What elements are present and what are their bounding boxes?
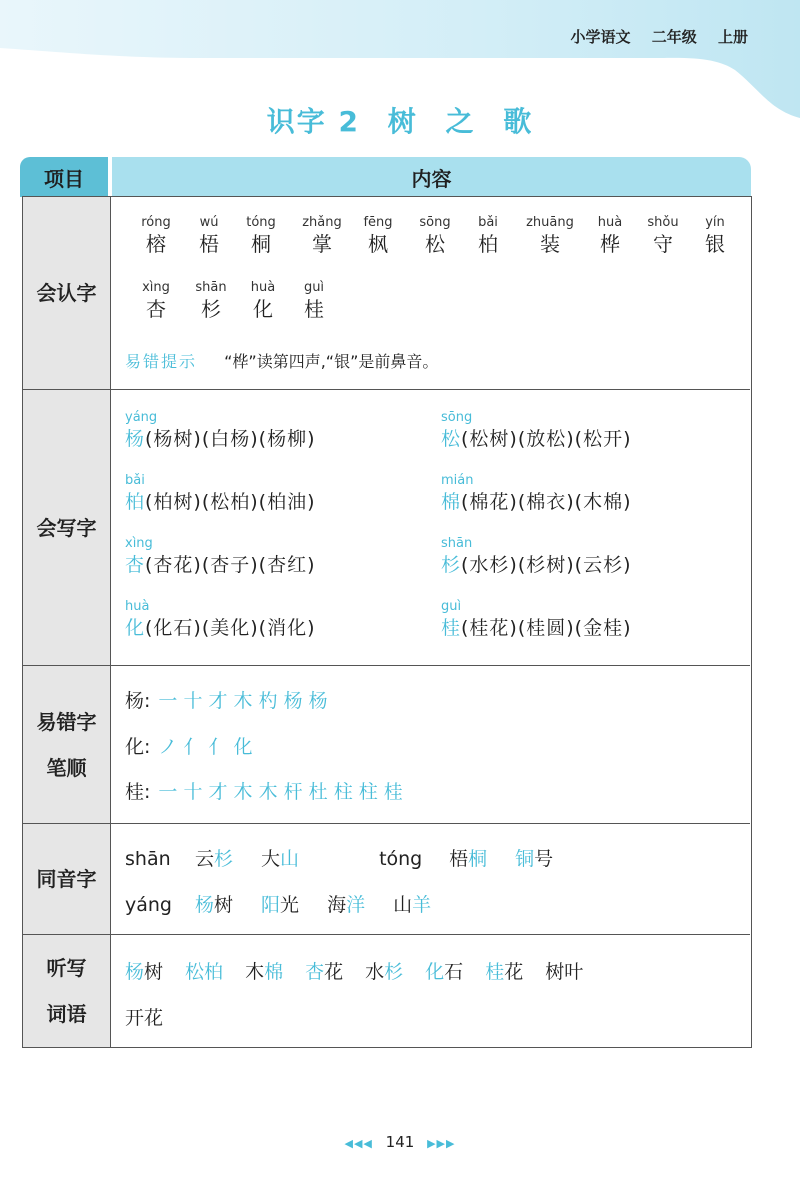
label-homophone-text: 同音字 <box>36 867 97 891</box>
pinyin-char <box>126 280 186 322</box>
cell-dictation <box>111 935 750 1047</box>
page-number: 141 <box>385 1133 415 1151</box>
write-entry <box>441 536 741 578</box>
tip-label: 易错提示 <box>125 352 198 371</box>
content-table <box>22 196 752 1048</box>
write-pinyin: guì <box>441 599 462 614</box>
write-char: 柏 <box>125 491 146 513</box>
header-item: 项目 <box>20 157 108 197</box>
write-words: (化石)(美化)(消化) <box>145 617 316 639</box>
pinyin: shǒu <box>647 215 679 230</box>
label-dictation-line2: 词语 <box>46 1002 87 1026</box>
dictation-word: 木棉 <box>245 961 284 983</box>
dictation-line-1 <box>125 957 605 984</box>
homophone-line-2: yáng 杨树 阳光 海洋 山羊 <box>125 894 432 916</box>
hanzi: 掌 <box>312 232 332 256</box>
write-char: 棉 <box>441 491 462 513</box>
stroke-line: 杨: 一 十 才 木 杓 杨 杨 <box>125 690 328 712</box>
hanzi: 梧 <box>199 232 219 256</box>
hanzi: 榕 <box>146 232 166 256</box>
write-pinyin: huà <box>125 599 150 614</box>
write-pinyin: sōng <box>441 410 473 425</box>
pinyin: bǎi <box>478 215 498 230</box>
write-pinyin: yáng <box>125 410 158 425</box>
label-dictation <box>23 935 111 1047</box>
header-subject: 小学语文 <box>570 28 631 46</box>
hanzi: 枫 <box>368 232 388 256</box>
row-dictation <box>23 935 750 1047</box>
label-dictation-line1: 听写 <box>46 956 87 980</box>
pinyin-char <box>520 215 580 257</box>
pinyin: tóng <box>246 215 276 230</box>
write-entry <box>125 473 425 515</box>
next-arrows-icon: ▶▶▶ <box>427 1137 456 1150</box>
pinyin: yín <box>705 215 725 230</box>
header-content: 内容 <box>112 157 751 197</box>
write-entry <box>125 599 425 641</box>
page-title <box>0 100 800 140</box>
homophone-line-1: shān 云杉 大山 tóng 梧桐 铜号 <box>125 848 554 870</box>
stroke-line: 化: ノ 亻 亻 化 <box>125 736 253 758</box>
write-entry <box>441 410 741 452</box>
write-entry <box>441 599 741 641</box>
pinyin-char <box>458 215 518 257</box>
pinyin-char <box>633 215 693 257</box>
pinyin: xìng <box>142 280 170 295</box>
write-words: (松树)(放松)(松开) <box>461 428 632 450</box>
hanzi: 柏 <box>478 232 498 256</box>
header-info <box>554 26 748 47</box>
label-homophone <box>23 824 111 934</box>
stroke-steps: 一 十 才 木 杓 杨 杨 <box>158 690 328 712</box>
label-recognize-text: 会认字 <box>36 281 97 305</box>
pinyin: zhǎng <box>302 215 342 230</box>
pinyin: wú <box>199 215 219 230</box>
tip-text: “桦”读第四声,“银”是前鼻音。 <box>224 352 439 371</box>
row-strokes <box>23 666 750 824</box>
pinyin: huà <box>250 280 276 295</box>
write-words: (水杉)(杉树)(云杉) <box>461 554 632 576</box>
cell-strokes <box>111 666 750 823</box>
cell-write <box>111 390 750 665</box>
pinyin: guì <box>303 280 325 295</box>
write-pinyin: shān <box>441 536 473 551</box>
pinyin: shān <box>195 280 227 295</box>
write-pinyin: xìng <box>125 536 153 551</box>
dictation-word: 树叶 <box>545 961 584 983</box>
pinyin: zhuāng <box>526 215 574 230</box>
title-char-3: 歌 <box>503 105 534 138</box>
stroke-char: 杨 <box>125 690 145 712</box>
pinyin-char <box>292 215 352 257</box>
header-grade: 二年级 <box>651 28 697 46</box>
row-homophone <box>23 824 750 935</box>
page-footer <box>0 1133 800 1151</box>
write-words: (柏树)(松柏)(柏油) <box>145 491 316 513</box>
hanzi: 杏 <box>146 297 166 321</box>
label-write <box>23 390 111 665</box>
write-entry <box>441 473 741 515</box>
error-tip <box>125 349 438 372</box>
dictation-word: 水杉 <box>365 961 404 983</box>
pinyin-char <box>580 215 640 257</box>
write-char: 桂 <box>441 617 462 639</box>
write-entry <box>125 410 425 452</box>
title-char-2: 之 <box>445 105 476 138</box>
title-char-1: 树 <box>387 105 418 138</box>
write-char: 杉 <box>441 554 462 576</box>
pinyin-char <box>231 215 291 257</box>
write-char: 松 <box>441 428 462 450</box>
pinyin-char <box>126 215 186 257</box>
write-entry <box>125 536 425 578</box>
dictation-line-2 <box>125 1003 185 1030</box>
hanzi: 松 <box>425 232 445 256</box>
hanzi: 化 <box>253 297 273 321</box>
write-char: 杏 <box>125 554 146 576</box>
hanzi: 桐 <box>251 232 271 256</box>
header-volume: 上册 <box>717 28 748 46</box>
dictation-word: 桂花 <box>485 961 524 983</box>
write-words: (杨树)(白杨)(杨柳) <box>145 428 316 450</box>
pinyin-char <box>284 280 344 322</box>
hanzi: 桂 <box>304 297 324 321</box>
dictation-word: 杏花 <box>305 961 344 983</box>
pinyin: huà <box>597 215 623 230</box>
pinyin: róng <box>141 215 171 230</box>
pinyin: sōng <box>419 215 451 230</box>
prev-arrows-icon: ◀◀◀ <box>344 1137 373 1150</box>
pinyin-char <box>405 215 465 257</box>
stroke-char: 化 <box>125 736 145 758</box>
stroke-char: 桂 <box>125 781 145 803</box>
label-strokes-line1: 易错字 <box>36 709 97 734</box>
label-strokes-line2: 笔顺 <box>46 755 87 780</box>
table-header <box>20 157 751 197</box>
hanzi: 桦 <box>600 232 620 256</box>
pinyin-char <box>181 280 241 322</box>
pinyin-char <box>179 215 239 257</box>
write-char: 杨 <box>125 428 146 450</box>
pinyin-char <box>685 215 745 257</box>
lesson-number: 识字 2 <box>266 105 360 138</box>
homophone-pinyin: yáng <box>125 894 172 916</box>
write-char: 化 <box>125 617 146 639</box>
write-words: (桂花)(桂圆)(金桂) <box>461 617 632 639</box>
label-strokes <box>23 666 111 823</box>
hanzi: 装 <box>540 232 560 256</box>
stroke-line: 桂: 一 十 才 木 木 杆 杜 柱 柱 桂 <box>125 781 403 803</box>
cell-homophone <box>111 824 750 934</box>
dictation-word: 松柏 <box>185 961 224 983</box>
stroke-steps: 一 十 才 木 木 杆 杜 柱 柱 桂 <box>158 781 403 803</box>
homophone-pinyin: tóng <box>379 848 423 870</box>
homophone-pinyin: shān <box>125 848 171 870</box>
pinyin: fēng <box>363 215 393 230</box>
hanzi: 银 <box>705 232 725 256</box>
write-pinyin: mián <box>441 473 474 488</box>
write-words: (杏花)(杏子)(杏红) <box>145 554 316 576</box>
write-words: (棉花)(棉衣)(木棉) <box>461 491 632 513</box>
dictation-word: 化石 <box>425 961 464 983</box>
write-pinyin: bǎi <box>125 473 145 488</box>
hanzi: 杉 <box>201 297 221 321</box>
label-write-text: 会写字 <box>36 515 97 540</box>
label-recognize <box>23 197 111 389</box>
pinyin-char <box>348 215 408 257</box>
row-recognize <box>23 197 750 390</box>
dictation-word: 杨树 <box>125 961 164 983</box>
row-write <box>23 390 750 666</box>
dictation-word: 开花 <box>125 1007 164 1029</box>
hanzi: 守 <box>653 232 673 256</box>
stroke-steps: ノ 亻 亻 化 <box>158 736 253 758</box>
cell-recognize <box>111 197 750 389</box>
